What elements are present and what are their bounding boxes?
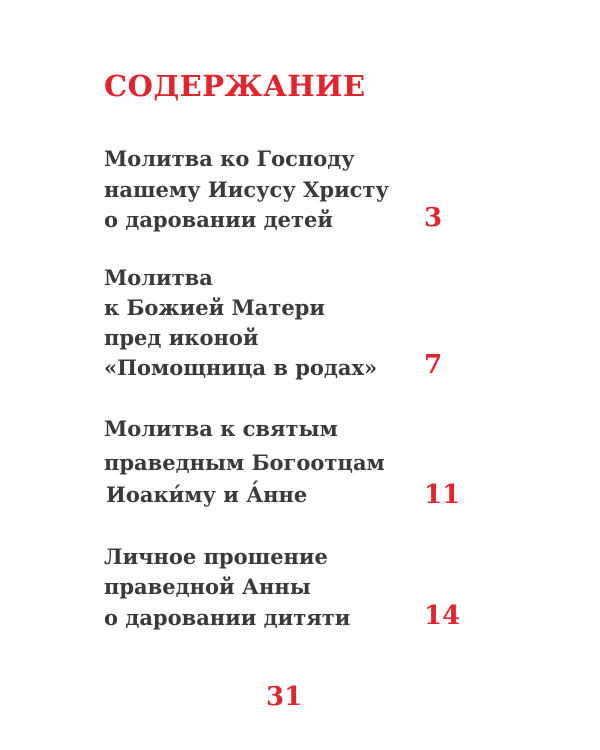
toc-entry-title-line: Личное прошение: [104, 544, 328, 569]
toc-page-number: 11: [424, 480, 461, 510]
toc-entry-title-line: Молитва к святым: [104, 416, 338, 441]
toc-entry-title-line: о даровании детей: [104, 207, 333, 232]
toc-page-number: 3: [424, 203, 443, 233]
toc-entry: [104, 546, 474, 636]
toc-entry-title-line: праведной Анны: [104, 574, 311, 599]
page-folio: 31: [266, 682, 303, 712]
toc-entry-title-line: пред иконой: [104, 325, 259, 350]
toc-page-number: 14: [424, 601, 461, 631]
toc-entry-title-line: «Помощница в родах»: [104, 355, 378, 380]
toc-entry: [104, 148, 474, 238]
contents-heading: СОДЕРЖАНИЕ: [104, 69, 366, 103]
toc-entry-title-line: Молитва: [104, 265, 213, 290]
toc-entry: [104, 418, 474, 508]
toc-entry: [104, 267, 474, 387]
toc-entry-title-line: Молитва ко Господу: [104, 146, 355, 171]
toc-entry-title-line: нашему Иисусу Христу: [104, 177, 389, 202]
toc-page-number: 7: [424, 350, 443, 380]
toc-entry-title-line: о даровании дитяти: [104, 605, 351, 630]
toc-entry-title-line: праведным Богоотцам: [104, 450, 385, 475]
toc-entry-title-line: к Божией Матери: [104, 295, 325, 320]
toc-entry-title-line: Иоаки́му и А́нне: [106, 482, 308, 507]
